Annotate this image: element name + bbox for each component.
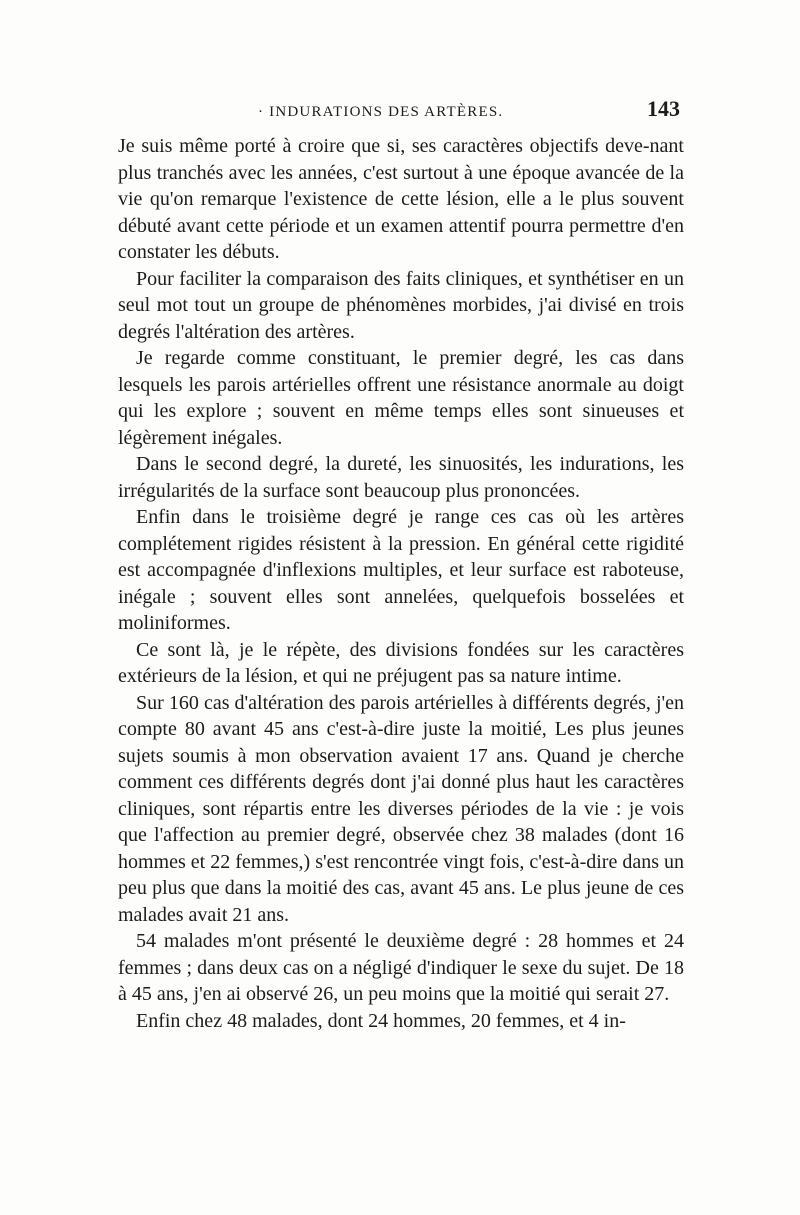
paragraph: 54 malades m'ont présenté le deuxième degré : 28 hommes et 24 femmes ; dans deux cas on a négligé d'indiquer le sexe du sujet. De 18 à 45 ans, j'en ai observé 26, un peu moins que la moitié qui serait 27. <box>118 930 684 1005</box>
page-header <box>118 96 680 126</box>
body-text <box>118 133 684 1034</box>
paragraph: Sur 160 cas d'altération des parois artérielles à différents degrés, j'en compte 80 avant 45 ans c'est-à-dire juste la moitié, Les plus jeunes sujets soumis à mon observation avaient 17 ans. Quand je cherche comment ces différents degrés dont j'ai donné plus haut les caractères cliniques, sont répartis entre les diverses périodes de la vie : je vois que l'affection au premier degré, observée chez 38 malades (dont 16 hommes et 22 femmes,) s'est rencontrée vingt fois, c'est-à-dire dans un peu plus que dans la moitié des cas, avant 45 ans. Le plus jeune de ces malades avait 21 ans. <box>118 691 684 926</box>
running-head: · INDURATIONS DES ARTÈRES. <box>258 104 504 120</box>
paragraph: Enfin dans le troisième degré je range ces cas où les artères complétement rigides résistent à la pression. En général cette rigidité est accompagnée d'inflexions multiples, et leur surface est raboteuse, inégale ; souvent elles sont annelées, quelquefois bosselées et moliniformes. <box>118 506 684 634</box>
paragraph: Ce sont là, je le répète, des divisions fondées sur les caractères extérieurs de la lésion, et qui ne préjugent pas sa nature intime. <box>118 638 684 687</box>
paragraph: Enfin chez 48 malades, dont 24 hommes, 20 femmes, et 4 in- <box>136 1009 626 1032</box>
paragraph: Pour faciliter la comparaison des faits cliniques, et synthétiser en un seul mot tout un groupe de phénomènes morbides, j'ai divisé en trois degrés l'altération des artères. <box>118 267 684 343</box>
paragraph: Dans le second degré, la dureté, les sinuosités, les indurations, les irrégularités de la surface sont beaucoup plus prononcées. <box>118 453 684 502</box>
paragraph: Je regarde comme constituant, le premier degré, les cas dans lesquels les parois artérielles offrent une résistance anormale au doigt qui les explore ; souvent en même temps elles sont sinueuses et légèrement inégales. <box>118 347 684 449</box>
page-number: 143 <box>647 96 680 121</box>
paragraph: Je suis même porté à croire que si, ses caractères objectifs deve-nant plus tranchés avec les années, c'est surtout à une époque avancée de la vie qu'on remarque l'existence de cette lésion, elle a le plus souvent débuté avant cette période et un examen attentif pourra permettre d'en constater les débuts. <box>118 135 684 263</box>
